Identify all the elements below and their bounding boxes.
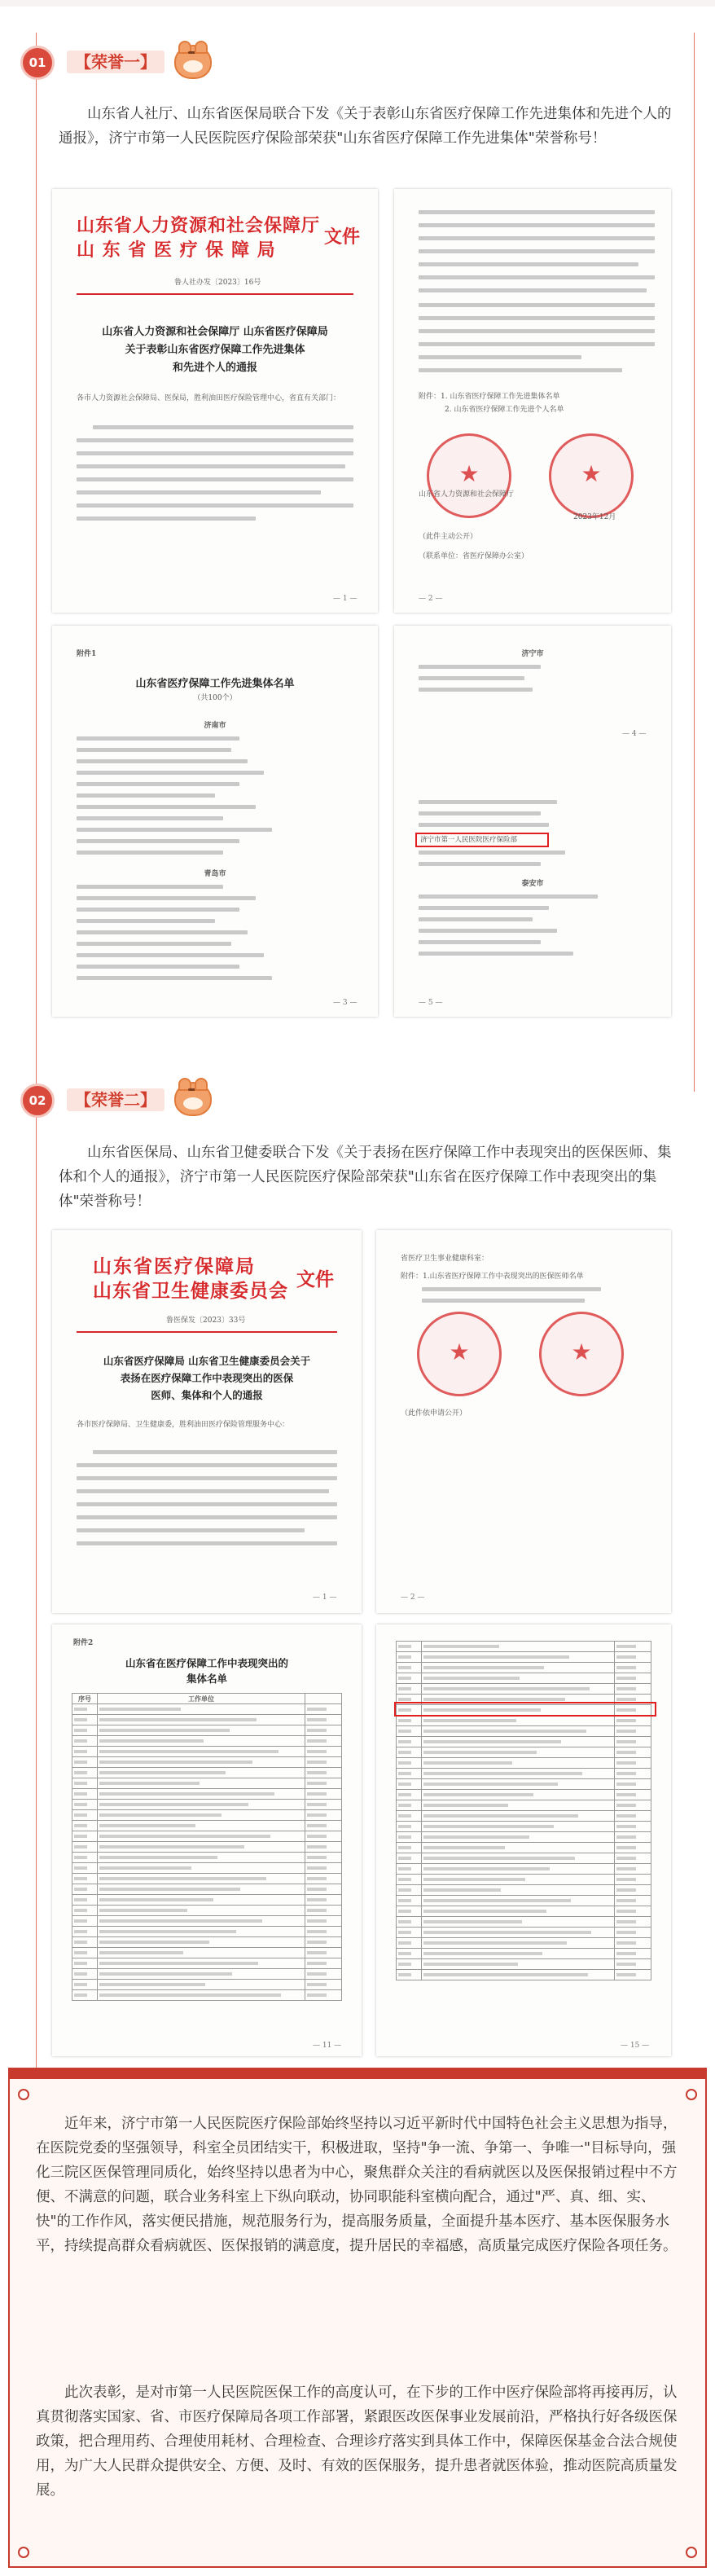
attachment-line: 2. 山东省医疗保障工作先进个人名单 (445, 406, 564, 414)
table-row (72, 1704, 342, 1715)
table-row (397, 1832, 651, 1843)
corner-dot-icon (18, 2547, 29, 2558)
table-row (397, 1779, 651, 1790)
table-row (397, 1726, 651, 1737)
page-number: — 11 — (313, 2042, 342, 2050)
section-number-badge: 02 (20, 1084, 55, 1118)
doc-header-suffix: 文件 (324, 226, 361, 248)
table-row (72, 1980, 342, 1990)
page-number: — 2 — (419, 595, 443, 603)
table-row (397, 1822, 651, 1832)
table-row (72, 1874, 342, 1884)
document-page (376, 1230, 671, 1613)
table-row (72, 1810, 342, 1821)
official-seal-icon: ★ (539, 1312, 624, 1396)
doc-title-line: 和先进个人的通报 (172, 362, 257, 374)
document-page (394, 189, 671, 613)
section-title: 【荣誉一】 (67, 51, 164, 73)
doc-org-label: 省医疗卫生事业健康科室： (401, 1255, 489, 1263)
doc-header-suffix: 文件 (296, 1268, 334, 1290)
table-row (72, 1927, 342, 1937)
official-seal-icon: ★ (549, 433, 634, 518)
page-number: — 2 — (401, 1594, 425, 1602)
doc-public-note: （此件依申请公开） (401, 1409, 467, 1418)
attachment-label: 附件2 (73, 1639, 94, 1647)
table-row (72, 1969, 342, 1980)
table-row (397, 1864, 651, 1875)
doc-header-line: 山东省医疗保障局 (93, 1255, 256, 1277)
table-row (397, 1800, 651, 1811)
page-number: — 5 — (419, 999, 443, 1007)
table-row (72, 1715, 342, 1725)
attachment-line: 附件：1.山东省医疗保障工作中表现突出的医保医师名单 (401, 1273, 584, 1281)
table-title-line: 集体名单 (186, 1673, 227, 1685)
page-number: — 3 — (333, 999, 358, 1007)
attachment-label: 附件1 (77, 650, 97, 658)
highlight-box (394, 1702, 656, 1717)
doc-date: 2023年12月 (573, 513, 616, 521)
doc-header-line: 山东省卫生健康委员会 (93, 1280, 288, 1302)
doc-signer: 山东省人力资源和社会保障厅 (419, 490, 515, 499)
page-number: — 15 — (621, 2042, 650, 2050)
table-row (72, 1789, 342, 1800)
table-row (72, 1757, 342, 1768)
document-page (52, 1230, 362, 1613)
official-seal-icon: ★ (417, 1312, 502, 1396)
table-row (72, 1958, 342, 1969)
table-row (72, 1948, 342, 1958)
table-header-cell: 序号 (72, 1694, 98, 1704)
table-row (72, 1990, 342, 2001)
doc-number: 鲁人社办发〔2023〕16号 (174, 279, 261, 287)
table-row (72, 1831, 342, 1842)
timeline-line-right (694, 33, 695, 1092)
attachment-line: 附件：1. 山东省医疗保障工作先进集体名单 (419, 393, 560, 401)
doc-title-line: 山东省医疗保障局 山东省卫生健康委员会关于 (103, 1355, 311, 1367)
corner-dot-icon (686, 2089, 697, 2100)
table-row (397, 1642, 651, 1652)
table-row (397, 1928, 651, 1938)
table-row (72, 1778, 342, 1789)
table-row (397, 1747, 651, 1758)
doc-addressee: 各市医疗保障局、卫生健康委，胜利油田医疗保险管理服务中心： (77, 1421, 290, 1429)
table-row (397, 1906, 651, 1917)
table-row (397, 1673, 651, 1684)
table-row (397, 1811, 651, 1822)
table-row (397, 1663, 651, 1673)
doc-contact: （联系单位：省医疗保障办公室） (419, 552, 529, 560)
page-number: — 1 — (333, 595, 358, 603)
highlight-box (415, 833, 549, 847)
table-row (72, 1725, 342, 1736)
table-row (72, 1937, 342, 1948)
table-row (72, 1853, 342, 1863)
table-row (72, 1736, 342, 1747)
table-row (72, 1884, 342, 1895)
table-row (397, 1684, 651, 1695)
table-row (397, 1949, 651, 1959)
table-row (72, 1906, 342, 1916)
summary-paragraph: 此次表彰，是对市第一人民医院医保工作的高度认可，在下步的工作中医疗保险部将再接再厉，认真贯彻落实国家、省、市医疗保障局各项工作部署，紧跟医改医保事业发展前沿，严格执行好各级医保政策，把合理用药、合理使用耗材、合理检查、合理诊疗落实到具体工作中，保障医保基金合法合规使用，为广大人民群众提供安全、方便、及时、有效的医保服务，提升患者就医体验，推动医院高质量发展。 (36, 2385, 678, 2499)
doc-title-line: 山东省人力资源和社会保障厅 山东省医疗保障局 (102, 326, 328, 338)
table-row (72, 1842, 342, 1853)
top-band (0, 0, 715, 7)
frame-top-strip (10, 2069, 705, 2079)
table-row (397, 1917, 651, 1928)
table-row (72, 1863, 342, 1874)
table-row (397, 1885, 651, 1896)
city-heading: 青岛市 (204, 870, 226, 878)
table-row (397, 1896, 651, 1906)
table-row (397, 1652, 651, 1663)
list-title: 山东省医疗保障工作先进集体名单 (135, 678, 295, 690)
doc-header-line: 山东省人力资源和社会保障厅 (77, 215, 321, 236)
table-title-line: 山东省在医疗保障工作中表现突出的 (125, 1657, 288, 1669)
timeline-line (36, 33, 37, 2069)
document-page (52, 626, 378, 1017)
red-divider (77, 293, 353, 295)
summary-frame (8, 2068, 707, 2568)
doc-public-note: （此件主动公开） (419, 533, 478, 541)
doc-title-line: 表扬在医疗保障工作中表现突出的医保 (120, 1372, 294, 1384)
list-count: （共100个） (193, 694, 237, 702)
document-page: 济宁市 — 4 — 济宁市第一人民医院医疗保险部 泰安市 — 5 — (394, 626, 671, 1017)
document-page (52, 1624, 362, 2056)
doc-title-line: 医师、集体和个人的通报 (151, 1389, 263, 1401)
table-row (397, 1843, 651, 1853)
highlighted-entry: 济宁市第一人民医院医疗保险部 (420, 836, 518, 844)
table-row (397, 1970, 651, 1980)
corner-dot-icon (686, 2547, 697, 2558)
doc-header-line: 山 东 省 医 疗 保 障 局 (77, 240, 276, 261)
section-paragraph: 山东省医保局、山东省卫健委联合下发《关于表扬在医疗保障工作中表现突出的医保医师、集体和个人的通报》，济宁市第一人民医院医疗保险部荣获"山东省在医疗保障工作中表现突出的集体"荣誉称号！ (59, 1145, 672, 1210)
document-page (52, 189, 378, 613)
table-row (397, 1790, 651, 1800)
tiger-mascot-icon (174, 45, 212, 79)
document-page (376, 1624, 671, 2056)
section-title: 【荣誉二】 (67, 1088, 164, 1111)
city-heading: 济宁市 (521, 650, 544, 658)
table-row (72, 1747, 342, 1757)
tiger-mascot-icon (174, 1082, 212, 1116)
table-row (397, 1938, 651, 1949)
corner-dot-icon (18, 2089, 29, 2100)
section-number-badge: 01 (20, 46, 55, 80)
data-table (396, 1641, 651, 1980)
city-heading: 济南市 (204, 722, 226, 730)
table-row (72, 1916, 342, 1927)
table-row (397, 1769, 651, 1779)
doc-title-line: 关于表彰山东省医疗保障工作先进集体 (125, 344, 305, 356)
doc-number: 鲁医保发〔2023〕33号 (166, 1317, 246, 1325)
official-seal-icon: ★ (427, 433, 511, 518)
table-row (397, 1758, 651, 1769)
doc-addressee: 各市人力资源社会保障局、医保局，胜利油田医疗保险管理中心，省直有关部门： (77, 394, 341, 402)
red-divider (77, 1331, 337, 1333)
table-row (397, 1716, 651, 1726)
section-paragraph: 山东省人社厅、山东省医保局联合下发《关于表彰山东省医疗保障工作先进集体和先进个人的通报》，济宁市第一人民医院医疗保险部荣获"山东省医疗保障工作先进集体"荣誉称号！ (59, 106, 672, 147)
page-number: — 1 — (313, 1594, 337, 1602)
table-row (72, 1800, 342, 1810)
table-row (397, 1959, 651, 1970)
summary-paragraph: 近年来，济宁市第一人民医院医疗保险部始终坚持以习近平新时代中国特色社会主义思想为指导，在医院党委的坚强领导，科室全员团结实干，积极进取，坚持"争一流、争第一、争唯一"目标导向，强化三院区医保管理同质化，始终坚持以患者为中心，聚焦群众关注的看病就医以及医保报销过程中不方便、不满意的问题，联合业务科室上下纵向联动，协同职能科室横向配合，通过"严、真、细、实、快"的工作作风，落实便民措施，规范服务行为，提高服务质量，全面提升基本医疗、基本医保服务水平，持续提高群众看病就医、医保报销的满意度，提升居民的幸福感，高质量完成医疗保险各项任务。 (36, 2116, 678, 2254)
table-row (397, 1853, 651, 1864)
table-row (72, 1895, 342, 1906)
table-row (397, 1737, 651, 1747)
city-heading: 泰安市 (521, 880, 544, 888)
table-row (72, 1768, 342, 1778)
table-row (72, 1821, 342, 1831)
table-row (397, 1875, 651, 1885)
table-header-cell: 工作单位 (98, 1694, 305, 1704)
data-table (72, 1693, 342, 2001)
